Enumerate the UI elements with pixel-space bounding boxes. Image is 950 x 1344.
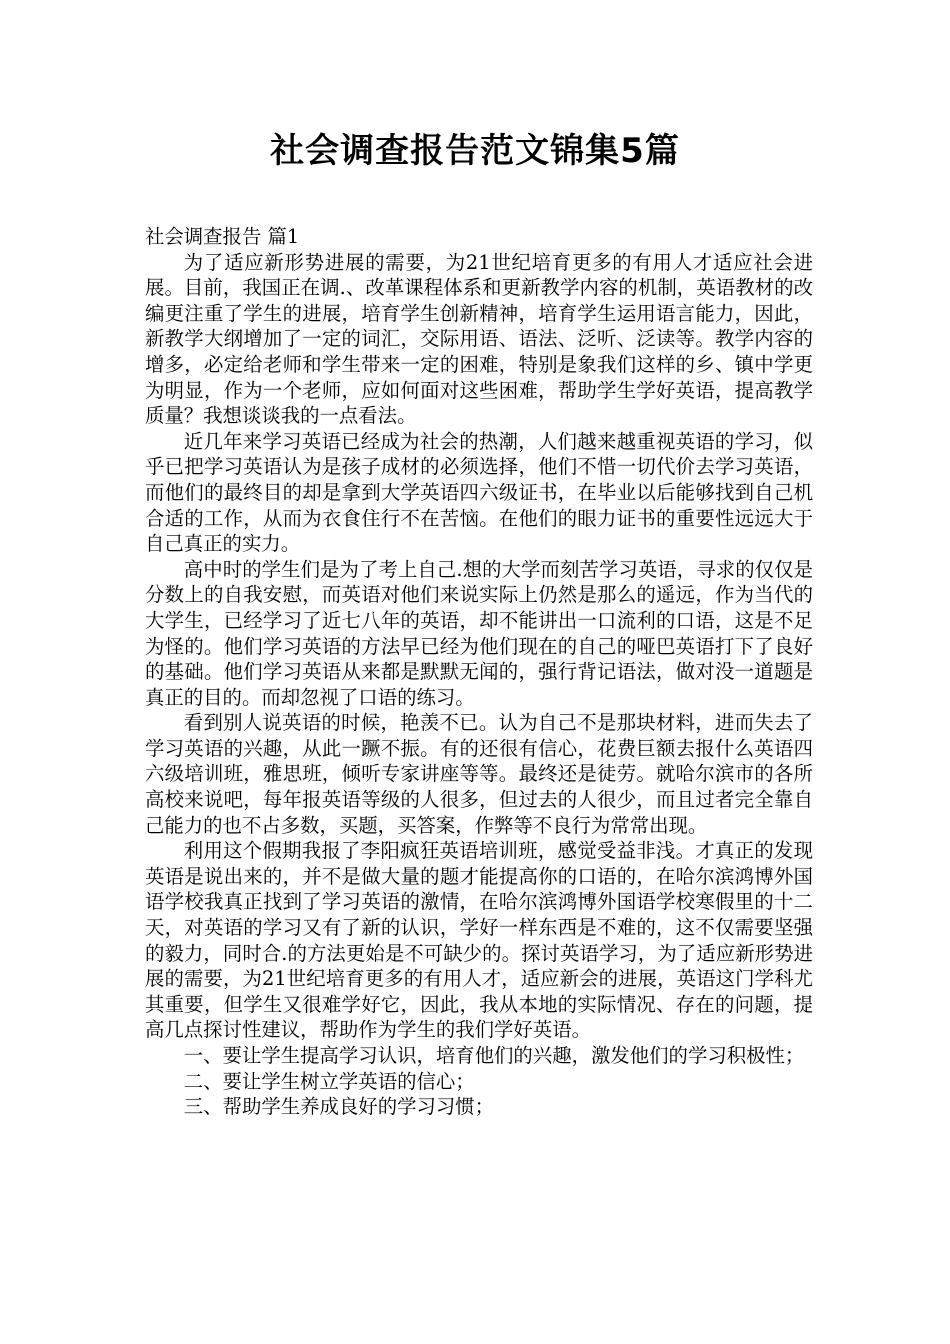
section-heading: 社会调查报告 篇1 — [145, 225, 300, 248]
paragraph: 近几年来学习英语已经成为社会的热潮，人们越来越重视英语的学习，似乎已把学习英语认为是孩子成材的必须选择，他们不惜一切代价去学习英语，而他们的最终目的却是拿到大学英语四六级证书，在毕业以后能够找到自己机合适的工作，从而为衣食住行不在苦恼。在他们的眼力证书的重要性远远大于自己真正的实力。 — [145, 429, 813, 556]
paragraph: 为了适应新形势进展的需要，为21世纪培育更多的有用人才适应社会进展。目前，我国正在调.、改革课程体系和更新教学内容的机制，英语教材的改编更注重了学生的进展，培育学生创新精神，培育学生运用语言能力，因此，新教学大纲增加了一定的词汇，交际用语、语法、泛听、泛读等。教学内容的增多，必定给老师和学生带来一定的困难，特别是象我们这样的乡、镇中学更为明显，作为一个老师，应如何面对这些困难，帮助学生学好英语，提高教学质量？我想谈谈我的一点看法。 — [145, 250, 813, 428]
paragraph: 利用这个假期我报了李阳疯狂英语培训班，感觉受益非浅。才真正的发现英语是说出来的，并不是做大量的题才能提高你的口语的，在哈尔滨鸿博外国语学校我真正找到了学习英语的激情，在哈尔滨鸿博外国语学校寒假里的十二天，对英语的学习又有了新的认识，学好一样东西是不难的，这不仅需要坚强的毅力，同时合.的方法更始是不可缺少的。探讨英语学习，为了适应新形势进展的需要，为21世纪培育更多的有用人才，适应新会的进展，英语这门学科尤其重要，但学生又很难学好它，因此，我从本地的实际情况、存在的问题，提高几点探讨性建议，帮助作为学生的我们学好英语。 — [145, 839, 813, 1042]
list-item: 三、帮助学生养成良好的学习习惯； — [183, 1095, 495, 1119]
paragraph: 高中时的学生们是为了考上自己.想的大学而刻苦学习英语，寻求的仅仅是分数上的自我安慰，而英语对他们来说实际上仍然是那么的遥远，作为当代的大学生，已经学习了近七八年的英语，却不能讲出一口流利的口语，这是不足为怪的。他们学习英语的方法早已经为他们现在的自己的哑巴英语打下了良好的基础。他们学习英语从来都是默默无闻的，强行背记语法，做对没一道题是真正的目的。而却忽视了口语的练习。 — [145, 557, 813, 709]
list-item: 一、要让学生提高学习认识，培育他们的兴趣，激发他们的学习积极性； — [183, 1044, 805, 1067]
list-item: 二、要让学生树立学英语的信心； — [183, 1069, 475, 1093]
paragraph: 看到别人说英语的时候，艳羡不已。认为自己不是那块材料，进而失去了学习英语的兴趣，从此一蹶不振。有的还很有信心，花费巨额去报什么英语四六级培训班，雅思班，倾听专家讲座等等。最终还是徒劳。就哈尔滨市的各所高校来说吧，每年报英语等级的人很多，但过去的人很少，而且过者完全靠自己能力的也不占多数，买题，买答案，作弊等不良行为常常出现。 — [145, 711, 813, 837]
document-body — [145, 224, 813, 1120]
document-title: 社会调查报告范文锦集5篇 — [270, 131, 680, 171]
